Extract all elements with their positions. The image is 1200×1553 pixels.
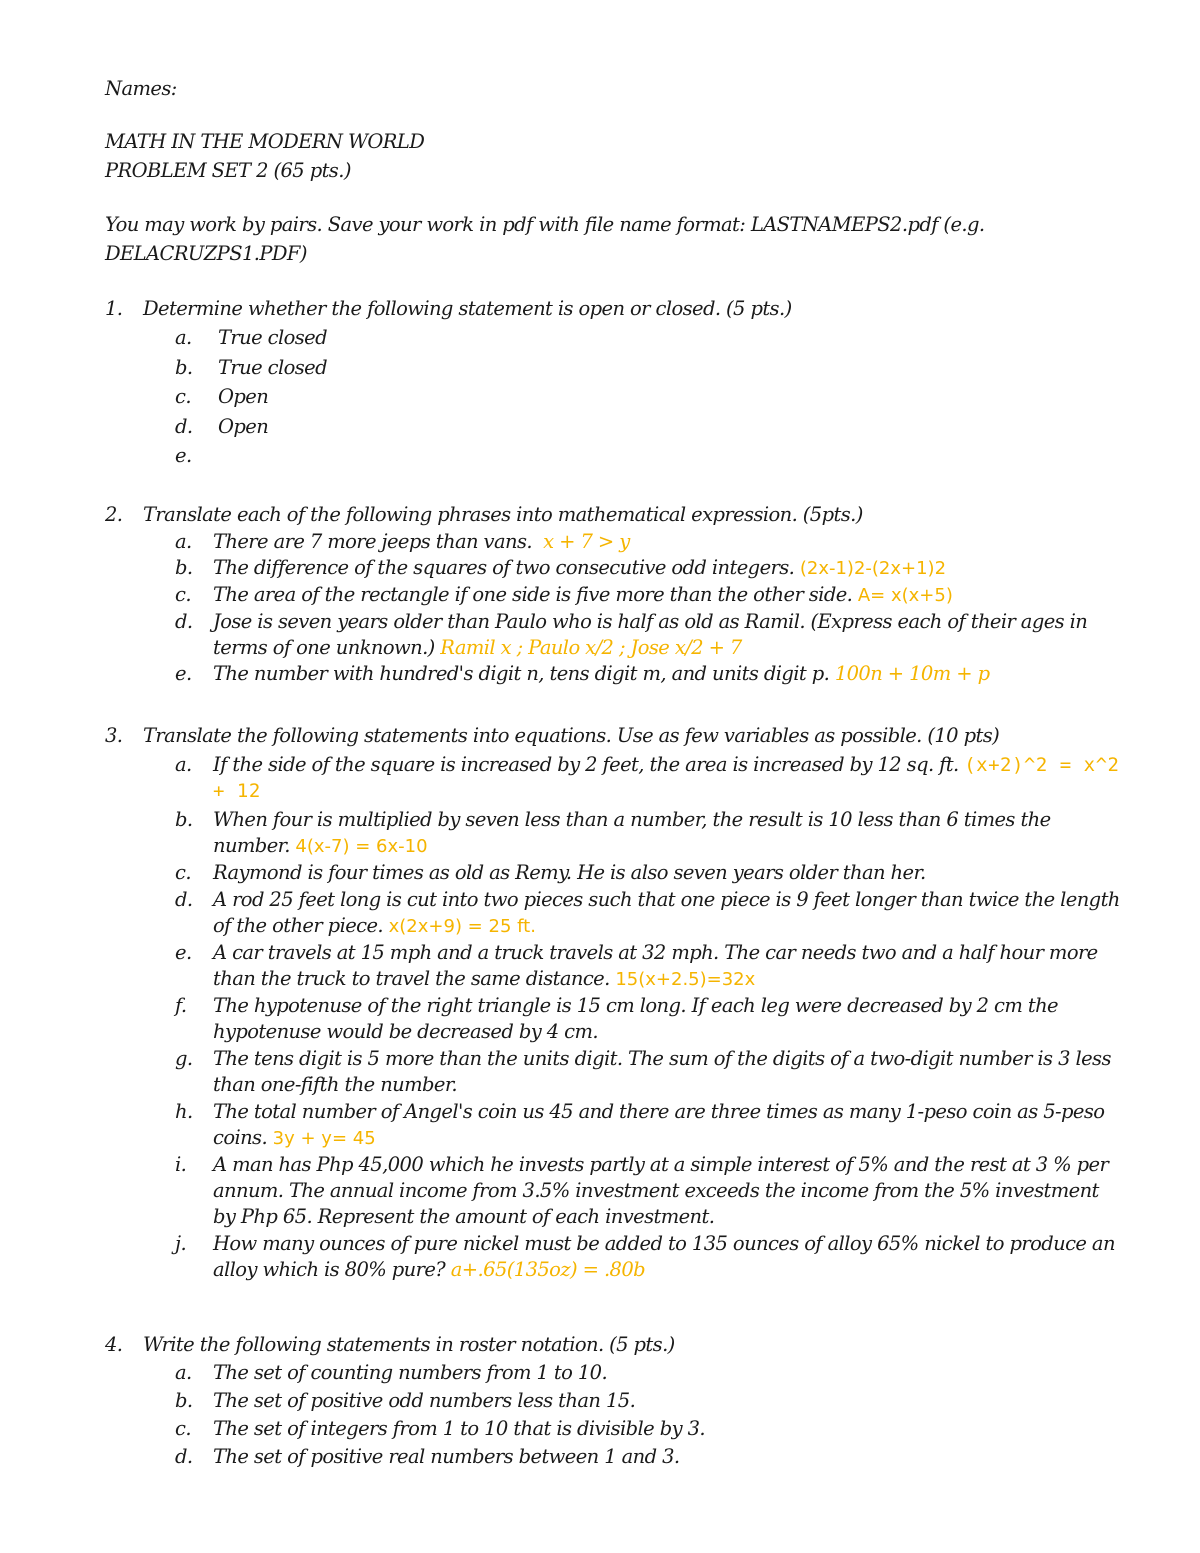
list-item bbox=[105, 412, 1125, 442]
answer-text: Ramil x ; Paulo x/2 ; Jose x/2 + 7 bbox=[440, 636, 742, 659]
item-letter: b. bbox=[175, 556, 193, 579]
item-text: How many ounces of pure nickel must be added to 135 ounces of alloy 65% nickel to produce an alloy which is 80% pure? bbox=[213, 1232, 1115, 1281]
item-letter: a. bbox=[175, 326, 192, 349]
item-letter: i. bbox=[175, 1153, 187, 1176]
item-letter: b. bbox=[175, 1389, 193, 1412]
question-text: Write the following statements in roster notation. (5 pts.) bbox=[143, 1333, 675, 1356]
item-text: The total number of Angel's coin us 45 and there are three times as many 1-peso coin as 5-peso coins. bbox=[213, 1100, 1105, 1149]
item-text: The hypotenuse of the right triangle is 15 cm long. If each leg were decreased by 2 cm the hypotenuse would be decreased by 4 cm. bbox=[213, 994, 1059, 1043]
item-letter: a. bbox=[175, 530, 192, 553]
item-text: The set of positive odd numbers less than 15. bbox=[213, 1389, 636, 1412]
item-letter: g. bbox=[175, 1047, 193, 1070]
item-text: True closed bbox=[218, 326, 327, 349]
problem-set-title: PROBLEM SET 2 (65 pts.) bbox=[105, 159, 351, 182]
list-item bbox=[105, 1046, 1125, 1099]
list-item bbox=[105, 887, 1125, 940]
item-letter: d. bbox=[175, 1445, 193, 1468]
names-label: Names: bbox=[105, 77, 177, 100]
answer-text: x + 7 > y bbox=[543, 530, 630, 553]
item-text: Raymond is four times as old as Remy. He is also seven years older than her. bbox=[213, 861, 926, 884]
item-text: Open bbox=[218, 385, 269, 408]
list-item bbox=[105, 1099, 1125, 1152]
list-item bbox=[105, 353, 1125, 383]
list-item bbox=[105, 441, 1125, 471]
question-number: 3. bbox=[105, 724, 123, 747]
question-4 bbox=[105, 1330, 1125, 1471]
list-item bbox=[105, 1152, 1125, 1231]
instructions-line-1: You may work by pairs. Save your work in pdf with file name format: LASTNAMEPS2.pdf (e.g. bbox=[105, 213, 985, 236]
item-text: The set of integers from 1 to 10 that is divisible by 3. bbox=[213, 1417, 705, 1440]
item-letter: f. bbox=[175, 994, 187, 1017]
answer-text: 4(x-7) = 6x-10 bbox=[295, 836, 428, 857]
item-text: A man has Php 45,000 which he invests partly at a simple interest of 5% and the rest at 3 % per annum. The annual income from 3.5% investment exceeds the income from the 5% investment by Php 65. Represent the amount of each investment. bbox=[213, 1153, 1109, 1228]
question-text: Translate the following statements into equations. Use as few variables as possible. (10 pts) bbox=[143, 724, 1000, 747]
item-text: Jose is seven years older than Paulo who is half as old as Ramil. (Express each of their ages in terms of one unknown.) bbox=[213, 610, 1088, 659]
item-letter: e. bbox=[175, 662, 192, 685]
list-item bbox=[105, 993, 1125, 1046]
answer-text: 15(x+2.5)=32x bbox=[615, 969, 756, 990]
item-letter: a. bbox=[175, 753, 192, 776]
item-text: The area of the rectangle if one side is five more than the other side. bbox=[213, 583, 853, 606]
answer-text: A= x(x+5) bbox=[857, 585, 953, 606]
item-text: The difference of the squares of two consecutive odd integers. bbox=[213, 556, 795, 579]
list-item bbox=[105, 860, 1125, 887]
answer-text: a+.65(135oz) = .80b bbox=[450, 1258, 646, 1281]
question-number: 4. bbox=[105, 1333, 123, 1356]
question-1 bbox=[105, 294, 1125, 471]
item-text: The number with hundred's digit n, tens digit m, and units digit p. bbox=[213, 662, 830, 685]
question-text: Translate each of the following phrases into mathematical expression. (5pts.) bbox=[143, 503, 863, 526]
item-text: True closed bbox=[218, 355, 327, 379]
question-3 bbox=[105, 721, 1125, 1283]
answer-text: 100n + 10m + p bbox=[834, 662, 990, 685]
answer-text: 3y + y= 45 bbox=[272, 1128, 376, 1149]
item-text: The set of positive real numbers between 1 and 3. bbox=[213, 1445, 680, 1468]
list-item bbox=[105, 752, 1125, 804]
item-text: A car travels at 15 mph and a truck travels at 32 mph. The car needs two and a half hour more than the truck to travel the same distance. bbox=[213, 941, 1098, 990]
item-letter: d. bbox=[175, 414, 193, 438]
list-item bbox=[105, 323, 1125, 353]
item-text: Open bbox=[218, 414, 269, 438]
list-item bbox=[105, 529, 1125, 555]
question-2 bbox=[105, 500, 1125, 687]
item-letter: d. bbox=[175, 888, 193, 911]
list-item bbox=[105, 940, 1125, 993]
item-letter: e. bbox=[175, 941, 192, 964]
item-text: The tens digit is 5 more than the units digit. The sum of the digits of a two-digit number is 3 less than one-fifth the number. bbox=[213, 1047, 1111, 1096]
item-letter: c. bbox=[175, 861, 191, 884]
item-letter: a. bbox=[175, 1361, 192, 1384]
item-letter: c. bbox=[175, 583, 191, 606]
item-text: If the side of the square is increased by 2 feet, the area is increased by 12 sq. ft. bbox=[213, 753, 959, 776]
question-number: 1. bbox=[105, 297, 123, 320]
answer-text: (x+2)^2 = x^2 + 12 bbox=[213, 754, 1120, 802]
course-title: MATH IN THE MODERN WORLD bbox=[105, 130, 425, 153]
item-letter: h. bbox=[175, 1100, 193, 1123]
item-text: A rod 25 feet long is cut into two pieces such that one piece is 9 feet longer than twice the length of the other piece. bbox=[213, 888, 1120, 937]
list-item bbox=[105, 1387, 1125, 1415]
list-item bbox=[105, 1415, 1125, 1443]
item-text: The set of counting numbers from 1 to 10. bbox=[213, 1361, 608, 1384]
list-item bbox=[105, 1443, 1125, 1471]
list-item bbox=[105, 555, 1125, 582]
list-item bbox=[105, 1231, 1125, 1283]
answer-text: (2x-1)2-(2x+1)2 bbox=[799, 558, 947, 579]
question-number: 2. bbox=[105, 503, 123, 526]
item-letter: c. bbox=[175, 385, 191, 408]
item-letter: e. bbox=[175, 444, 192, 467]
item-text: There are 7 more jeeps than vans. bbox=[213, 530, 532, 553]
answer-text: x(2x+9) = 25 ft. bbox=[388, 916, 536, 937]
list-item bbox=[105, 661, 1125, 687]
list-item bbox=[105, 582, 1125, 609]
question-text: Determine whether the following statement is open or closed. (5 pts.) bbox=[143, 297, 792, 320]
item-letter: b. bbox=[175, 355, 193, 379]
item-letter: d. bbox=[175, 610, 193, 633]
item-letter: j. bbox=[175, 1232, 187, 1255]
list-item bbox=[105, 807, 1125, 860]
item-letter: c. bbox=[175, 1417, 191, 1440]
item-text: When four is multiplied by seven less than a number, the result is 10 less than 6 times the number. bbox=[213, 808, 1051, 857]
item-letter: b. bbox=[175, 808, 193, 831]
list-item bbox=[105, 382, 1125, 412]
list-item bbox=[105, 609, 1125, 661]
list-item bbox=[105, 1359, 1125, 1387]
instructions-line-2: DELACRUZPS1.PDF) bbox=[105, 242, 307, 265]
